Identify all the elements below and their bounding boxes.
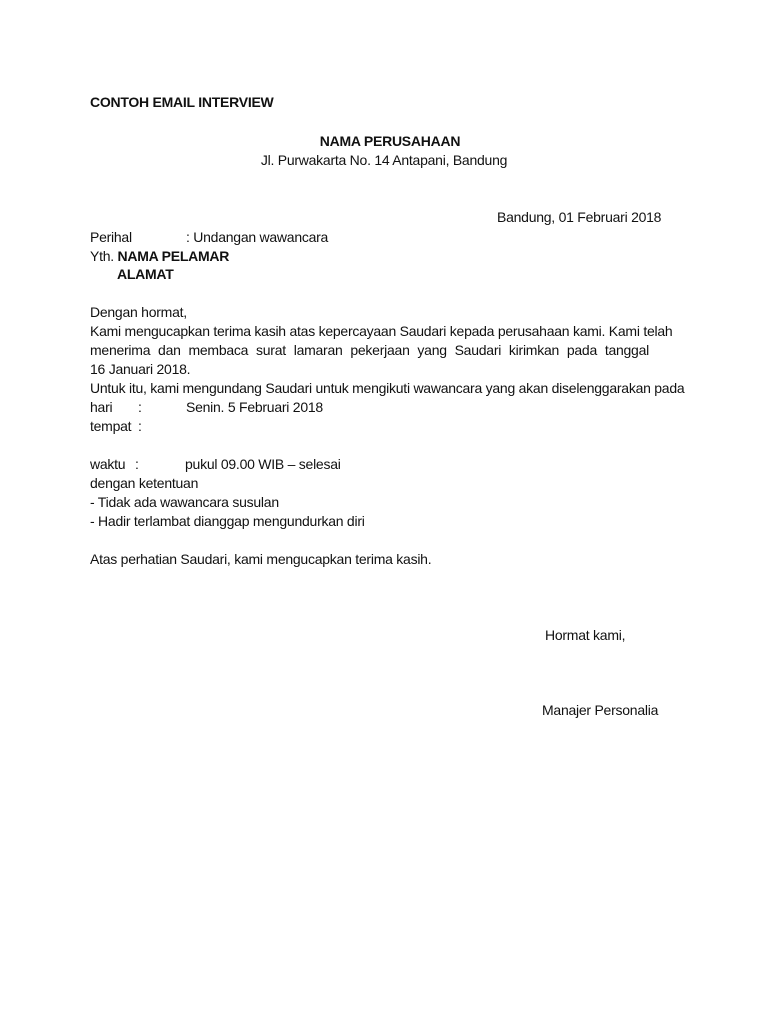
schedule-time-label: waktu [90, 456, 126, 472]
conditions-intro: dengan ketentuan [90, 475, 199, 491]
signatory-title: Manajer Personalia [542, 702, 659, 718]
schedule-day-colon: : [138, 399, 142, 415]
recipient-address: ALAMAT [117, 266, 174, 282]
company-address: Jl. Purwakarta No. 14 Antapani, Bandung [260, 152, 508, 168]
body-paragraph-1-line-2: menerima dan membaca surat lamaran pekerjaan yang Saudari kirimkan pada tanggal [90, 342, 649, 358]
schedule-day-value: Senin. 5 Februari 2018 [186, 399, 323, 415]
greeting: Dengan hormat, [90, 304, 187, 320]
body-paragraph-2-line-1: Untuk itu, kami mengundang Saudari untuk mengikuti wawancara yang akan diselenggarakan pada [90, 380, 685, 396]
recipient-name: NAMA PELAMAR [117, 248, 230, 264]
conditions-item-1: - Tidak ada wawancara susulan [90, 494, 279, 510]
body-paragraph-1-line-3: 16 Januari 2018. [90, 361, 191, 377]
subject-value: : Undangan wawancara [186, 229, 329, 245]
recipient-line [90, 247, 229, 265]
closing-statement: Atas perhatian Saudari, kami mengucapkan terima kasih. [90, 551, 432, 567]
schedule-time-value: pukul 09.00 WIB – selesai [185, 456, 341, 472]
document-heading: CONTOH EMAIL INTERVIEW [90, 94, 274, 110]
recipient-prefix: Yth. [90, 248, 114, 264]
sign-off: Hormat kami, [545, 627, 626, 643]
place-date: Bandung, 01 Februari 2018 [497, 209, 662, 225]
body-paragraph-1-line-1: Kami mengucapkan terima kasih atas kepercayaan Saudari kepada perusahaan kami. Kami telah [90, 323, 673, 339]
schedule-place-colon: : [138, 418, 142, 434]
conditions-item-2: - Hadir terlambat dianggap mengundurkan diri [90, 513, 365, 529]
schedule-time-colon: : [135, 456, 139, 472]
schedule-place-label: tempat [90, 418, 132, 434]
company-name: NAMA PERUSAHAAN [319, 133, 461, 149]
schedule-day-label: hari [90, 399, 113, 415]
subject-label: Perihal [90, 229, 132, 245]
